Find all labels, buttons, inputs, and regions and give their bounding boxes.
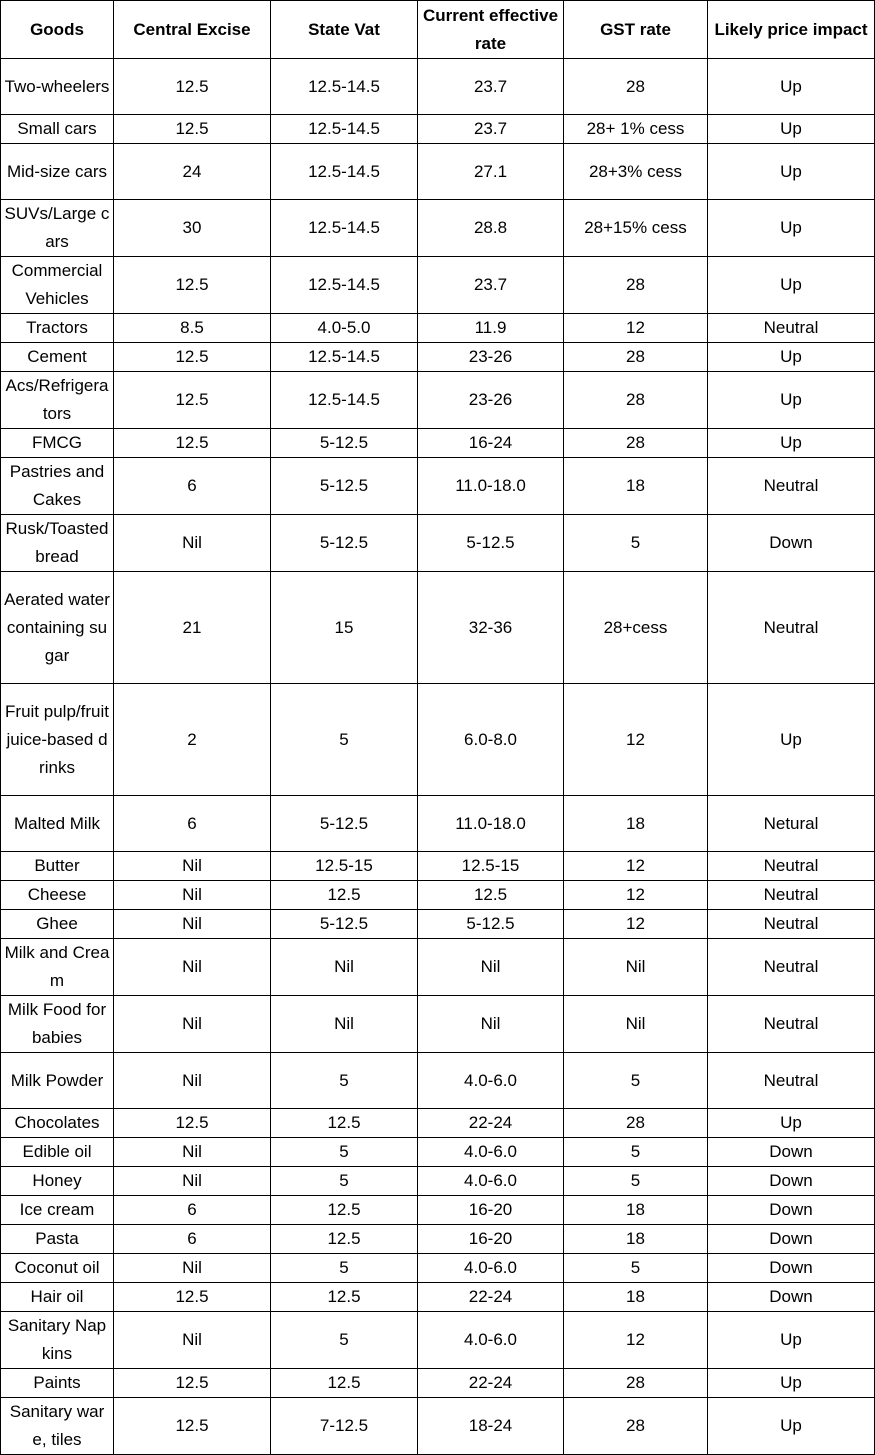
cell-state-vat: 12.5 [271,1225,418,1254]
cell-likely-price-impact: Up [708,1398,875,1455]
cell-central-excise: Nil [114,881,271,910]
cell-state-vat: 12.5 [271,881,418,910]
cell-current-effective-rate: 5-12.5 [418,515,564,572]
cell-goods: Milk Food for babies [1,996,114,1053]
cell-current-effective-rate: 4.0-6.0 [418,1167,564,1196]
table-row [1,115,875,144]
cell-state-vat: 5 [271,1167,418,1196]
table-row [1,1196,875,1225]
cell-state-vat: 12.5 [271,1369,418,1398]
cell-gst-rate: 5 [564,1053,708,1109]
cell-central-excise: 12.5 [114,343,271,372]
cell-central-excise: Nil [114,910,271,939]
cell-current-effective-rate: 5-12.5 [418,910,564,939]
cell-likely-price-impact: Up [708,372,875,429]
cell-goods: Malted Milk [1,796,114,852]
table-row [1,852,875,881]
cell-goods: Tractors [1,314,114,343]
table-row [1,1283,875,1312]
cell-likely-price-impact: Neutral [708,881,875,910]
cell-gst-rate: 28 [564,1109,708,1138]
cell-gst-rate: 5 [564,1167,708,1196]
cell-central-excise: 12.5 [114,429,271,458]
table-row [1,684,875,796]
cell-central-excise: Nil [114,996,271,1053]
cell-state-vat: 12.5-14.5 [271,257,418,314]
table-row [1,458,875,515]
cell-likely-price-impact: Up [708,59,875,115]
header-gst-rate: GST rate [564,1,708,59]
cell-central-excise: 8.5 [114,314,271,343]
cell-gst-rate: 28+cess [564,572,708,684]
cell-gst-rate: 12 [564,910,708,939]
cell-gst-rate: 18 [564,1283,708,1312]
cell-current-effective-rate: 22-24 [418,1109,564,1138]
cell-gst-rate: 28+15% cess [564,200,708,257]
cell-likely-price-impact: Down [708,1167,875,1196]
table-row [1,429,875,458]
cell-state-vat: 12.5-14.5 [271,144,418,200]
table-row [1,257,875,314]
table-row [1,200,875,257]
cell-state-vat: 5-12.5 [271,429,418,458]
cell-current-effective-rate: 23.7 [418,257,564,314]
cell-gst-rate: 28 [564,1369,708,1398]
cell-gst-rate: 28 [564,1398,708,1455]
cell-gst-rate: 5 [564,1138,708,1167]
cell-goods: Acs/Refrigerators [1,372,114,429]
cell-state-vat: 5 [271,1312,418,1369]
cell-state-vat: Nil [271,939,418,996]
cell-likely-price-impact: Neutral [708,314,875,343]
cell-current-effective-rate: 11.9 [418,314,564,343]
table-row [1,372,875,429]
cell-gst-rate: 28+3% cess [564,144,708,200]
cell-gst-rate: 12 [564,1312,708,1369]
cell-central-excise: Nil [114,939,271,996]
cell-central-excise: 12.5 [114,257,271,314]
cell-goods: Small cars [1,115,114,144]
cell-central-excise: 2 [114,684,271,796]
cell-gst-rate: Nil [564,939,708,996]
cell-current-effective-rate: 22-24 [418,1369,564,1398]
cell-gst-rate: 12 [564,314,708,343]
cell-central-excise: Nil [114,852,271,881]
cell-current-effective-rate: 22-24 [418,1283,564,1312]
cell-current-effective-rate: 23.7 [418,59,564,115]
cell-current-effective-rate: 16-20 [418,1225,564,1254]
table-row [1,881,875,910]
cell-gst-rate: 12 [564,881,708,910]
table-row [1,59,875,115]
table-row [1,1109,875,1138]
header-current-effective-rate: Current effective rate [418,1,564,59]
cell-state-vat: 5-12.5 [271,515,418,572]
cell-state-vat: 5-12.5 [271,458,418,515]
cell-goods: Ice cream [1,1196,114,1225]
header-state-vat: State Vat [271,1,418,59]
cell-goods: Milk and Cream [1,939,114,996]
cell-central-excise: 12.5 [114,1398,271,1455]
cell-state-vat: 12.5 [271,1283,418,1312]
cell-gst-rate: 28 [564,257,708,314]
cell-current-effective-rate: 4.0-6.0 [418,1312,564,1369]
cell-state-vat: 12.5-14.5 [271,372,418,429]
cell-central-excise: 12.5 [114,115,271,144]
cell-current-effective-rate: Nil [418,996,564,1053]
cell-likely-price-impact: Down [708,515,875,572]
table-row [1,1398,875,1455]
cell-gst-rate: 18 [564,1225,708,1254]
cell-current-effective-rate: 23-26 [418,343,564,372]
cell-central-excise: Nil [114,1053,271,1109]
cell-gst-rate: 18 [564,1196,708,1225]
cell-likely-price-impact: Netural [708,796,875,852]
cell-current-effective-rate: 27.1 [418,144,564,200]
cell-current-effective-rate: 18-24 [418,1398,564,1455]
table-body [1,59,875,1455]
cell-current-effective-rate: 11.0-18.0 [418,458,564,515]
cell-goods: Honey [1,1167,114,1196]
cell-gst-rate: 28 [564,372,708,429]
table-row [1,1053,875,1109]
table-row [1,996,875,1053]
cell-likely-price-impact: Up [708,1369,875,1398]
table-row [1,1312,875,1369]
cell-current-effective-rate: 32-36 [418,572,564,684]
table-row [1,343,875,372]
cell-gst-rate: 12 [564,684,708,796]
table-row [1,910,875,939]
cell-current-effective-rate: 12.5 [418,881,564,910]
table-row [1,1225,875,1254]
cell-central-excise: 12.5 [114,1369,271,1398]
cell-gst-rate: 28+ 1% cess [564,115,708,144]
cell-likely-price-impact: Neutral [708,910,875,939]
cell-likely-price-impact: Neutral [708,996,875,1053]
cell-current-effective-rate: 11.0-18.0 [418,796,564,852]
cell-goods: Sanitary Napkins [1,1312,114,1369]
cell-likely-price-impact: Up [708,257,875,314]
cell-state-vat: 5 [271,1053,418,1109]
table-row [1,1167,875,1196]
cell-goods: Sanitary ware, tiles [1,1398,114,1455]
cell-current-effective-rate: 4.0-6.0 [418,1138,564,1167]
cell-likely-price-impact: Up [708,343,875,372]
cell-goods: Cheese [1,881,114,910]
cell-goods: Butter [1,852,114,881]
cell-gst-rate: 5 [564,1254,708,1283]
cell-central-excise: Nil [114,1138,271,1167]
cell-central-excise: 12.5 [114,1109,271,1138]
table-row [1,1138,875,1167]
cell-current-effective-rate: 28.8 [418,200,564,257]
cell-state-vat: 5 [271,684,418,796]
cell-gst-rate: Nil [564,996,708,1053]
cell-goods: Pastries and Cakes [1,458,114,515]
cell-central-excise: 6 [114,796,271,852]
cell-goods: Edible oil [1,1138,114,1167]
cell-state-vat: 12.5-14.5 [271,343,418,372]
cell-central-excise: 30 [114,200,271,257]
cell-current-effective-rate: 23.7 [418,115,564,144]
cell-goods: SUVs/Large cars [1,200,114,257]
cell-state-vat: 12.5-14.5 [271,59,418,115]
cell-central-excise: 6 [114,1196,271,1225]
table-row [1,572,875,684]
cell-likely-price-impact: Neutral [708,852,875,881]
cell-likely-price-impact: Neutral [708,1053,875,1109]
cell-central-excise: 21 [114,572,271,684]
cell-goods: Mid-size cars [1,144,114,200]
cell-central-excise: 6 [114,458,271,515]
cell-gst-rate: 28 [564,429,708,458]
cell-central-excise: Nil [114,515,271,572]
cell-likely-price-impact: Neutral [708,939,875,996]
cell-goods: Fruit pulp/fruit juice-based drinks [1,684,114,796]
cell-goods: Coconut oil [1,1254,114,1283]
cell-gst-rate: 12 [564,852,708,881]
cell-likely-price-impact: Up [708,1109,875,1138]
header-goods: Goods [1,1,114,59]
cell-goods: Two-wheelers [1,59,114,115]
cell-central-excise: 12.5 [114,59,271,115]
cell-gst-rate: 18 [564,458,708,515]
header-row [1,1,875,59]
cell-gst-rate: 28 [564,59,708,115]
cell-central-excise: Nil [114,1312,271,1369]
cell-central-excise: 12.5 [114,1283,271,1312]
cell-likely-price-impact: Up [708,115,875,144]
cell-state-vat: Nil [271,996,418,1053]
cell-likely-price-impact: Down [708,1225,875,1254]
cell-likely-price-impact: Up [708,429,875,458]
table-row [1,796,875,852]
cell-goods: Paints [1,1369,114,1398]
cell-state-vat: 15 [271,572,418,684]
cell-state-vat: 5-12.5 [271,796,418,852]
cell-state-vat: 5 [271,1254,418,1283]
cell-goods: Commercial Vehicles [1,257,114,314]
cell-likely-price-impact: Down [708,1254,875,1283]
cell-goods: FMCG [1,429,114,458]
cell-likely-price-impact: Up [708,684,875,796]
table-row [1,1254,875,1283]
cell-state-vat: 12.5-14.5 [271,115,418,144]
cell-goods: Cement [1,343,114,372]
cell-likely-price-impact: Up [708,1312,875,1369]
table-row [1,939,875,996]
cell-current-effective-rate: 16-24 [418,429,564,458]
cell-likely-price-impact: Up [708,144,875,200]
cell-state-vat: 12.5-15 [271,852,418,881]
cell-goods: Ghee [1,910,114,939]
cell-current-effective-rate: 4.0-6.0 [418,1053,564,1109]
cell-goods: Rusk/Toasted bread [1,515,114,572]
cell-state-vat: 12.5 [271,1196,418,1225]
table-row [1,1369,875,1398]
cell-likely-price-impact: Up [708,200,875,257]
cell-state-vat: 4.0-5.0 [271,314,418,343]
cell-state-vat: 5 [271,1138,418,1167]
cell-current-effective-rate: 4.0-6.0 [418,1254,564,1283]
cell-central-excise: 6 [114,1225,271,1254]
cell-goods: Hair oil [1,1283,114,1312]
cell-likely-price-impact: Down [708,1138,875,1167]
cell-goods: Aerated water containing sugar [1,572,114,684]
cell-likely-price-impact: Neutral [708,572,875,684]
cell-central-excise: 12.5 [114,372,271,429]
cell-current-effective-rate: 12.5-15 [418,852,564,881]
cell-state-vat: 5-12.5 [271,910,418,939]
header-central-excise: Central Excise [114,1,271,59]
table-row [1,515,875,572]
cell-central-excise: Nil [114,1254,271,1283]
cell-likely-price-impact: Down [708,1283,875,1312]
cell-likely-price-impact: Down [708,1196,875,1225]
cell-state-vat: 12.5 [271,1109,418,1138]
cell-current-effective-rate: 23-26 [418,372,564,429]
cell-likely-price-impact: Neutral [708,458,875,515]
cell-central-excise: Nil [114,1167,271,1196]
table-row [1,314,875,343]
table-row [1,144,875,200]
cell-central-excise: 24 [114,144,271,200]
cell-state-vat: 7-12.5 [271,1398,418,1455]
cell-state-vat: 12.5-14.5 [271,200,418,257]
header-likely-price-impact: Likely price impact [708,1,875,59]
cell-current-effective-rate: 16-20 [418,1196,564,1225]
cell-current-effective-rate: 6.0-8.0 [418,684,564,796]
cell-goods: Milk Powder [1,1053,114,1109]
cell-goods: Pasta [1,1225,114,1254]
cell-gst-rate: 5 [564,515,708,572]
cell-gst-rate: 18 [564,796,708,852]
cell-current-effective-rate: Nil [418,939,564,996]
cell-gst-rate: 28 [564,343,708,372]
cell-goods: Chocolates [1,1109,114,1138]
